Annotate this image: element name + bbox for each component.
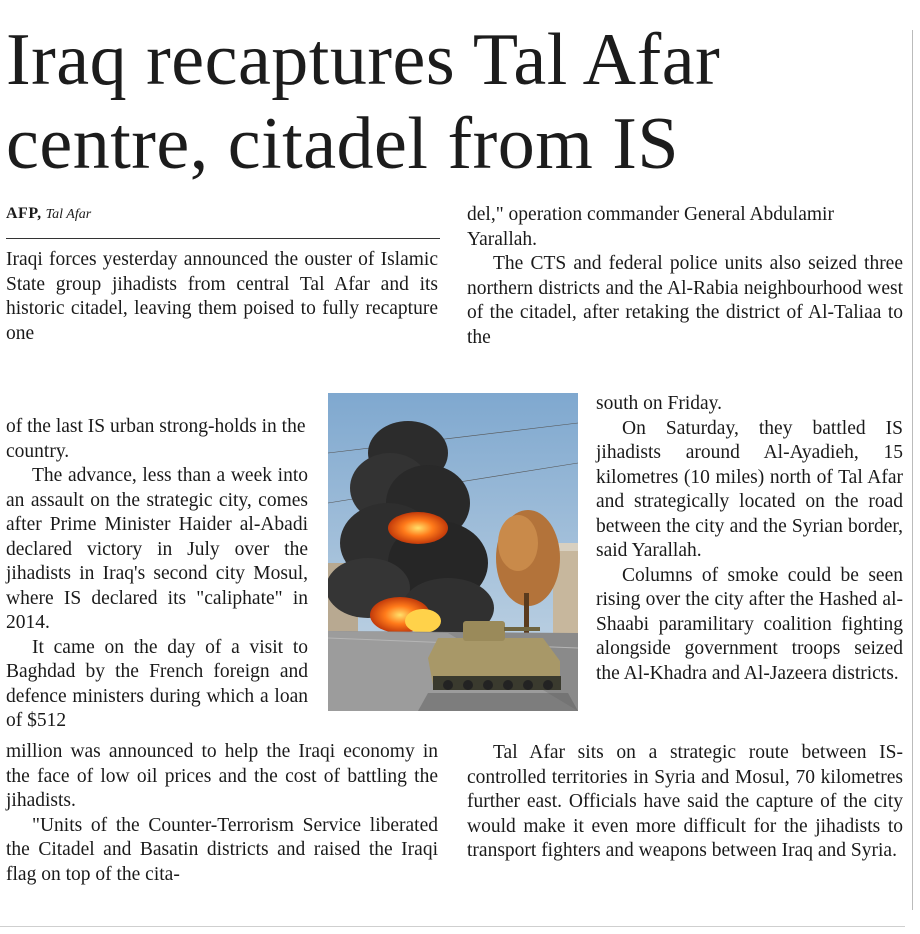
article-right-lower [467, 741, 903, 864]
paragraph-5-end: south on Friday. [596, 393, 723, 414]
byline-divider [6, 238, 440, 239]
paragraph-1-text: Iraqi forces yesterday announced the ouster of Islamic State group jihadists from central Tal Afar and its historic citadel, leaving them poised to fully recapture one [6, 249, 438, 344]
paragraph-7: Columns of smoke could be seen rising over the city after the Hashed al-Shaabi paramilitary coalition fighting alongside government troops seized the Al-Khadra and Al-Jazeera districts. [596, 564, 903, 684]
paragraph-6: On Saturday, they battled IS jihadists around Al-Ayadieh, 15 kilometres (10 miles) north of Tal Afar and strategically located on the road between the city and the Syrian border, said Yarallah. [596, 417, 903, 561]
paragraph-3-start: It came on the day of a visit to Baghdad by the French foreign and defence ministers during which a loan of $512 [6, 636, 308, 731]
paragraph-4-end: del," operation commander General Abdulamir Yarallah. [467, 204, 834, 250]
column-rule [912, 30, 913, 910]
article-right-upper [467, 203, 903, 350]
paragraph-3-end: million was announced to help the Iraqi economy in the face of low oil prices and the cost of battling the jihadists. [6, 741, 438, 811]
article-paragraph-1 [6, 248, 438, 346]
article-left-lower [6, 740, 438, 887]
byline [6, 205, 91, 223]
headline-line-1: Iraq recaptures Tal Afar [6, 19, 721, 101]
headline [6, 18, 906, 186]
paragraph-2: The advance, less than a week into an assault on the strategic city, comes after Prime Minister Haider al-Abadi declared victory in July over the jihadists in Iraq's second city Mosul, where IS declared its "caliphate" in 2014. [6, 465, 308, 633]
bottom-divider [0, 926, 905, 927]
paragraph-1-end: of the last IS urban strong-holds in the country. [6, 416, 306, 462]
paragraph-5-start: The CTS and federal police units also seized three northern districts and the Al-Rabia neighbourhood west of the citadel, after retaking the district of Al-Taliaa to the [467, 253, 903, 348]
paragraph-8: Tal Afar sits on a strategic route between IS-controlled territories in Syria and Mosul, 70 kilometres further east. Officials have said the capture of the city would make it even more difficult for the jihadists to transport fighters and weapons between Iraq and Syria. [467, 742, 903, 861]
news-photo [328, 393, 578, 711]
byline-location: Tal Afar [45, 207, 92, 222]
byline-source: AFP, [6, 205, 42, 222]
article-right-narrow [596, 392, 903, 686]
headline-line-2: centre, citadel from IS [6, 103, 680, 185]
article-left-narrow [6, 415, 308, 734]
paragraph-4-start: "Units of the Counter-Terrorism Service liberated the Citadel and Basatin districts and raised the Iraqi flag on top of the cita- [6, 814, 438, 885]
